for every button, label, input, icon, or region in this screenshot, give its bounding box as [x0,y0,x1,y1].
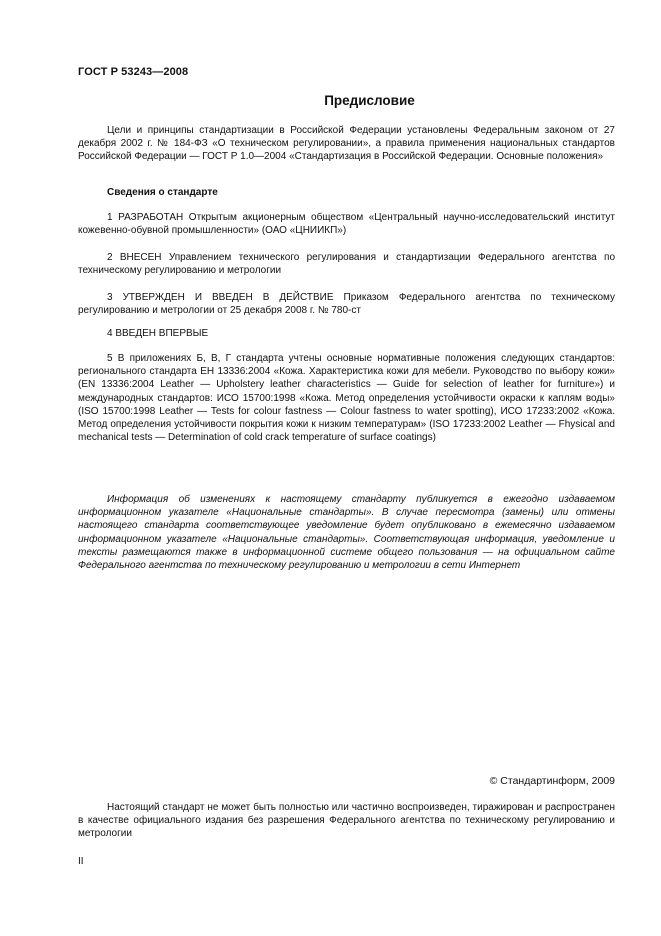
section-heading: Сведения о стандарте [107,187,218,198]
intro-paragraph: Цели и принципы стандартизации в Российской Федерации установлены Федеральным законом от 27 декабря 2002 г. № 184-ФЗ «О техническом регулировании», а правила применения национальных стандартов Российской Федерации — ГОСТ Р 1.0—2004 «Стандартизация в Российской Федерации. Основные положения» [78,125,615,163]
reproduction-notice: Настоящий стандарт не может быть полностью или частично воспроизведен, тиражирован и распространен в качестве официального издания без разрешения Федерального агентства по техническому регулированию и метрологии [78,802,615,840]
item-4: 4 ВВЕДЕН ВПЕРВЫЕ [107,328,209,339]
item-1: 1 РАЗРАБОТАН Открытым акционерным обществом «Центральный научно-исследовательский институт кожевенно-обувной промышленности» (ОАО «ЦНИИКП») [78,212,615,237]
document-code: ГОСТ Р 53243—2008 [78,66,189,78]
copyright-line: © Стандартинформ, 2009 [489,775,615,787]
notice-paragraph: Информация об изменениях к настоящему стандарту публикуется в ежегодно издаваемом информационном указателе «Национальные стандарты». В случае пересмотра (замены) или отмены настоящего стандарта соответствующее уведомление будет опубликовано в ежемесячно издаваемом информационном указателе «Национальные стандарты». Соответствующая информация, уведомление и тексты размещаются также в информационной системе общего пользования — на официальном сайте Федерального агентства по техническому регулированию и метрологии в сети Интернет [78,494,615,572]
page-number: II [78,856,84,867]
item-2: 2 ВНЕСЕН Управлением технического регулирования и стандартизации Федерального агентства по техническому регулированию и метрологии [78,252,615,277]
item-5: 5 В приложениях Б, В, Г стандарта учтены основные нормативные положения следующих стандартов: регионального стандарта ЕН 13336:2004 «Кожа. Характеристика кожи для мебели. Руководство по выбору кожи» (EN 13336:2004 Leather — Upholstery leather characteristics — Guide for selection of leather for furniture») и международных стандартов: ИСО 15700:1998 «Кожа. Метод определения устойчивости окраски к каплям воды» (ISO 15700:1998 Leather — Tests for colour fastness — Colour fastness to water spotting), ИСО 17233:2002 «Кожа. Метод определения устойчивости покрытия кожи к низким температурам» (ISO 17233:2002 Leather — Fhysical and mechanical tests — Determination of cold crack temperature of surface coatings) [78,353,615,444]
item-3: 3 УТВЕРЖДЕН И ВВЕДЕН В ДЕЙСТВИЕ Приказом Федерального агентства по техническому регулированию и метрологии от 25 декабря 2008 г. № 780-ст [78,292,615,317]
page-title: Предисловие [324,93,415,108]
